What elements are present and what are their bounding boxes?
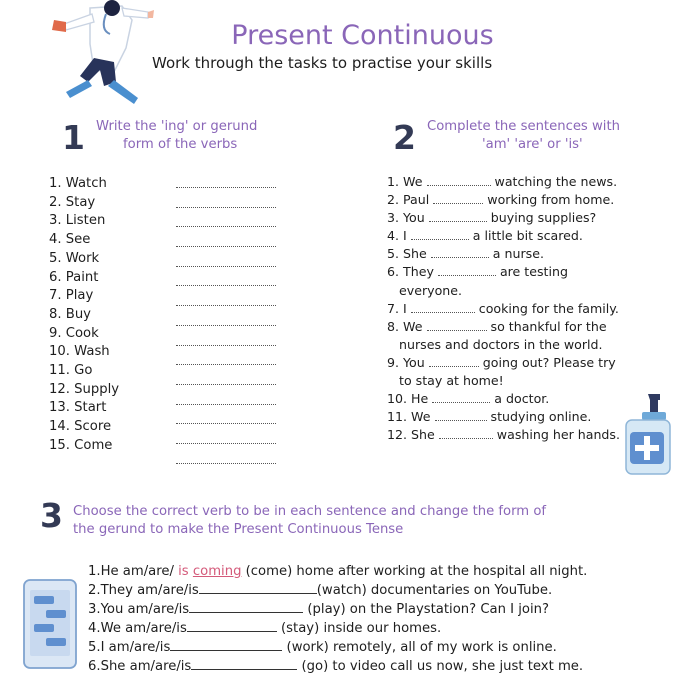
answer-blank[interactable] (176, 207, 276, 208)
answer-blank[interactable] (411, 230, 469, 240)
section-3-instruction-line1: Choose the correct verb to be in each sentence and change the form of (73, 504, 547, 519)
example-sentence: 1.He am/are/ is coming (come) home after working at the hospital all night. (88, 564, 588, 579)
answer-blank[interactable] (427, 321, 487, 331)
section-1-verb-list (49, 175, 119, 456)
answer-blank[interactable] (176, 384, 276, 385)
sentence-line: 1. We watching the news. (387, 174, 618, 189)
answer-blank[interactable] (431, 248, 489, 258)
answer-blank[interactable] (176, 305, 276, 306)
answer-blank[interactable] (411, 303, 475, 313)
answer-blank[interactable] (176, 187, 276, 188)
verb-item: 5. Work (49, 250, 100, 266)
section-1-number: 1 (62, 118, 85, 157)
verb-item: 2. Stay (49, 194, 96, 210)
verb-item: 8. Buy (49, 306, 91, 322)
answer-blank[interactable] (176, 266, 276, 267)
verb-item: 6. Paint (49, 269, 99, 285)
section-2-instruction-line1: Complete the sentences with (427, 119, 620, 134)
verb-item: 14. Score (49, 419, 112, 435)
answer-blank[interactable] (432, 393, 490, 403)
verb-item: 11. Go (49, 363, 93, 379)
page-subtitle: Work through the tasks to practise your skills (152, 54, 493, 72)
running-doctor-illustration (30, 0, 155, 112)
answer-blank[interactable] (429, 212, 487, 222)
section-2-sentences (387, 173, 620, 444)
verb-item: 4. See (49, 232, 91, 248)
answer-blank[interactable] (189, 602, 303, 613)
sentence-line: 5. She a nurse. (387, 246, 544, 262)
sentence-line: 3. You buying supplies? (387, 210, 597, 226)
answer-blank[interactable] (199, 583, 317, 594)
verb-item: 10. Wash (49, 344, 110, 360)
sentence-line: to stay at home! (399, 373, 504, 389)
sentence-line: nurses and doctors in the world. (399, 336, 603, 352)
verb-item: 1. Watch (49, 176, 107, 191)
section-3-number: 3 (40, 496, 63, 535)
sentence-line: 9. You going out? Please try (387, 354, 616, 370)
sentence-line: everyone. (399, 282, 463, 298)
answer-blank[interactable] (176, 423, 276, 424)
answer-blank[interactable] (427, 176, 491, 186)
answer-blank[interactable] (176, 404, 276, 405)
verb-item: 15. Come (49, 437, 113, 453)
answer-blank[interactable] (187, 621, 277, 632)
sentence-line: 6. They are testing (387, 264, 568, 280)
sentence-line: 3.You am/are/is (play) on the Playstation? Can I join? (88, 602, 549, 617)
answer-blank[interactable] (433, 194, 483, 204)
answer-blank[interactable] (439, 429, 493, 439)
sentence-line: 11. We studying online. (387, 409, 592, 425)
verb-item: 9. Cook (49, 325, 99, 341)
answer-blank[interactable] (438, 266, 496, 276)
section-2-number: 2 (393, 118, 416, 157)
section-1-instruction-line1: Write the 'ing' or gerund (96, 119, 258, 134)
sentence-line: 8. We so thankful for the (387, 318, 607, 334)
answer-blank[interactable] (176, 364, 276, 365)
verb-item: 13. Start (49, 400, 107, 416)
sentence-line: 4.We am/are/is (stay) inside our homes. (88, 621, 442, 636)
section-1-answer-lines (176, 187, 276, 482)
section-3-sentences (88, 562, 587, 676)
section-1-instruction-line2: form of the verbs (123, 137, 238, 152)
sentence-line: 7. I cooking for the family. (387, 300, 619, 316)
answer-blank[interactable] (176, 345, 276, 346)
phone-illustration (18, 578, 82, 670)
verb-item: 3. Listen (49, 213, 106, 229)
answer-blank[interactable] (176, 226, 276, 227)
answer-blank[interactable] (170, 640, 282, 651)
answer-blank[interactable] (176, 246, 276, 247)
sentence-line: 2.They am/are/is (watch) documentaries on YouTube. (88, 583, 553, 598)
answer-blank[interactable] (176, 285, 276, 286)
verb-item: 7. Play (49, 288, 94, 304)
sentence-line: 6.She am/are/is (go) to video call us now, she just text me. (88, 659, 584, 674)
answer-blank[interactable] (435, 411, 487, 421)
answer-blank[interactable] (176, 325, 276, 326)
answer-blank[interactable] (429, 357, 479, 367)
verb-item: 12. Supply (49, 381, 120, 397)
section-2-instruction-line2: 'am' 'are' or 'is' (482, 137, 583, 152)
section-3-instruction-line2: the gerund to make the Present Continuous Tense (73, 522, 404, 537)
sentence-line: 2. Paul working from home. (387, 192, 615, 208)
answer-blank[interactable] (176, 463, 276, 464)
sentence-line: 4. I a little bit scared. (387, 228, 583, 244)
page-title: Present Continuous (231, 20, 494, 51)
sentence-line: 5.I am/are/is (work) remotely, all of my work is online. (88, 640, 557, 655)
answer-blank[interactable] (191, 659, 297, 670)
sentence-line: 10. He a doctor. (387, 391, 550, 407)
sentence-line: 12. She washing her hands. (387, 427, 620, 443)
answer-blank[interactable] (176, 443, 276, 444)
hand-sanitizer-illustration (620, 392, 675, 478)
